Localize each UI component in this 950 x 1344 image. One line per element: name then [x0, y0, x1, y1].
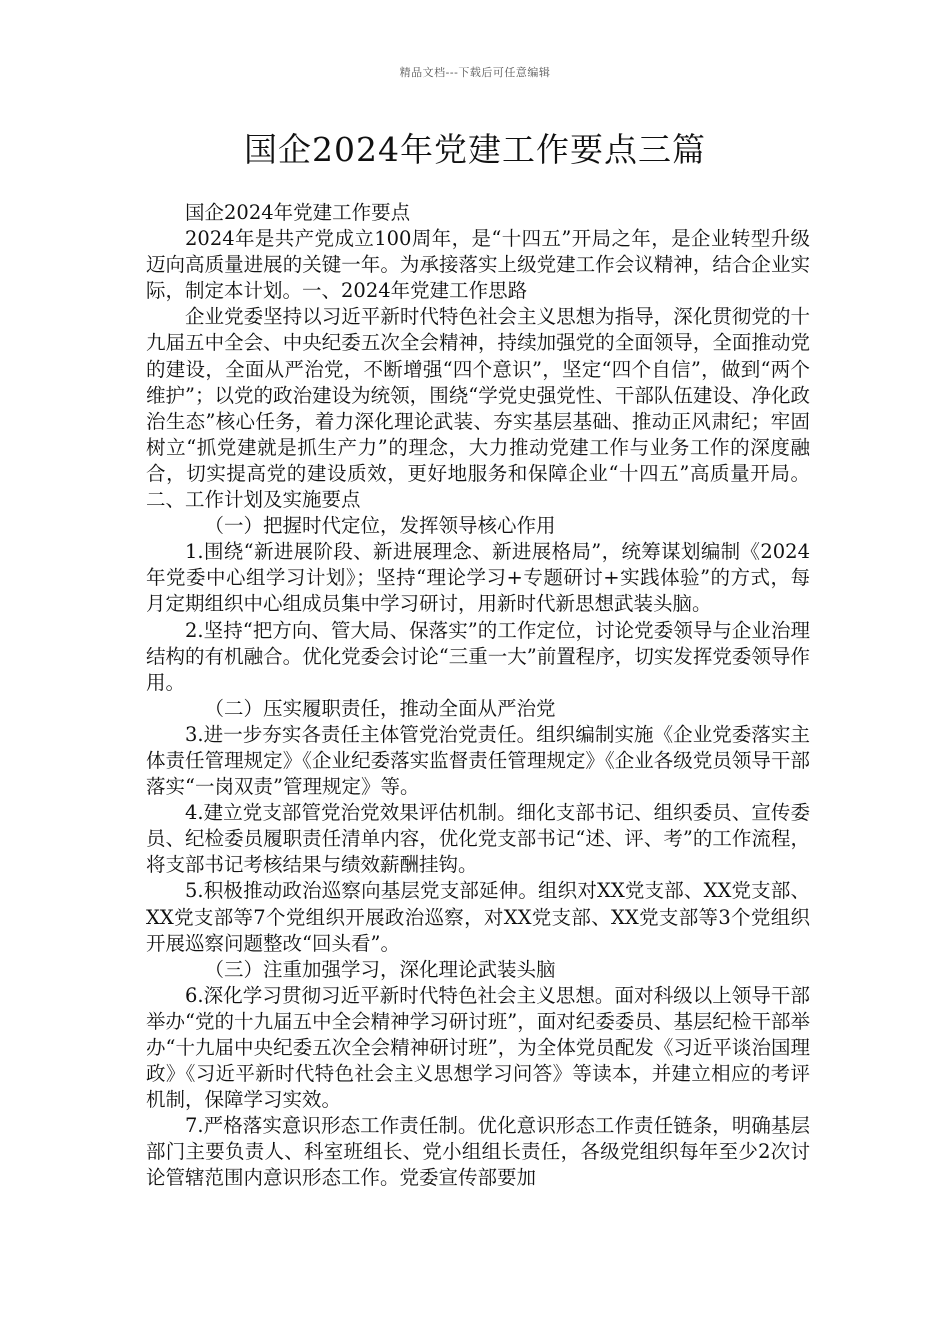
body-paragraph: 7.严格落实意识形态工作责任制。优化意识形态工作责任链条，明确基层部门主要负责人、科室班组长、党小组组长责任，各级党组织每年至少2次讨论管辖范围内意识形态工作。党委宣传部要加 — [146, 1114, 810, 1190]
body-paragraph: 2.坚持“把方向、管大局、保落实”的工作定位，讨论党委领导与企业治理结构的有机融合。优化党委会讨论“三重一大”前置程序，切实发挥党委领导作用。 — [146, 618, 810, 694]
body-paragraph: 4.建立党支部管党治党效果评估机制。细化支部书记、组织委员、宣传委员、纪检委员履职责任清单内容，优化党支部书记“述、评、考”的工作流程，将支部书记考核结果与绩效薪酬挂钩。 — [146, 801, 810, 877]
body-paragraph: 3.进一步夯实各责任主体管党治党责任。组织编制实施《企业党委落实主体责任管理规定》《企业纪委落实监督责任管理规定》《企业各级党员领导干部落实“一岗双责”管理规定》等。 — [146, 722, 810, 799]
section-heading: （三）注重加强学习，深化理论武装头脑 — [204, 957, 556, 981]
body-paragraph: 2024年是共产党成立100周年，是“十四五”开局之年，是企业转型升级迈向高质量进展的关键一年。为承接落实上级党建工作会议精神，结合企业实际，制定本计划。一、2024年党建工作思路 — [146, 227, 810, 303]
body-paragraph: 5.积极推动政治巡察向基层党支部延伸。组织对XX党支部、XX党支部、XX党支部等7个党组织开展政治巡察，对XX党支部、XX党支部等3个党组织开展巡察问题整改“回头看”。 — [146, 879, 810, 955]
section-heading: （二）压实履职责任，推动全面从严治党 — [204, 696, 556, 720]
document-title: 国企2024年党建工作要点三篇 — [244, 130, 706, 169]
body-paragraph: 国企2024年党建工作要点 — [185, 201, 411, 224]
body-paragraph: 6.深化学习贯彻习近平新时代特色社会主义思想。面对科级以上领导干部举办“党的十九届五中全会精神学习研讨班”，面对纪委委员、基层纪检干部举办“十九届中央纪委五次全会精神研讨班”，为全体党员配发《习近平谈治国理政》《习近平新时代特色社会主义思想学习问答》等读本，并建立相应的考评机制，保障学习实效。 — [146, 983, 810, 1112]
body-paragraph: 企业党委坚持以习近平新时代特色社会主义思想为指导，深化贯彻党的十九届五中全会、中央纪委五次全会精神，持续加强党的全面领导，全面推动党的建设，全面从严治党，不断增强“四个意识”，坚定“四个自信”，做到“两个维护”；以党的政治建设为统领，围绕“学党史强党性、干部队伍建设、净化政治生态”核心任务，着力深化理论武装、夯实基层基础、推动正风肃纪；牢固树立“抓党建就是抓生产力”的理念，大力推动党建工作与业务工作的深度融合，切实提高党的建设质效，更好地服务和保障企业“十四五”高质量开局。二、工作计划及实施要点 — [146, 305, 810, 512]
body-paragraph: 1.围绕“新进展阶段、新进展理念、新进展格局”，统筹谋划编制《2024年党委中心组学习计划》；坚持“理论学习+专题研讨+实践体验”的方式，每月定期组织中心组成员集中学习研讨，用新时代新思想武装头脑。 — [146, 540, 810, 616]
section-heading: （一）把握时代定位，发挥领导核心作用 — [204, 514, 556, 538]
document-body — [146, 200, 810, 1192]
page-header: 精品文档---下载后可任意编辑 — [399, 66, 551, 79]
